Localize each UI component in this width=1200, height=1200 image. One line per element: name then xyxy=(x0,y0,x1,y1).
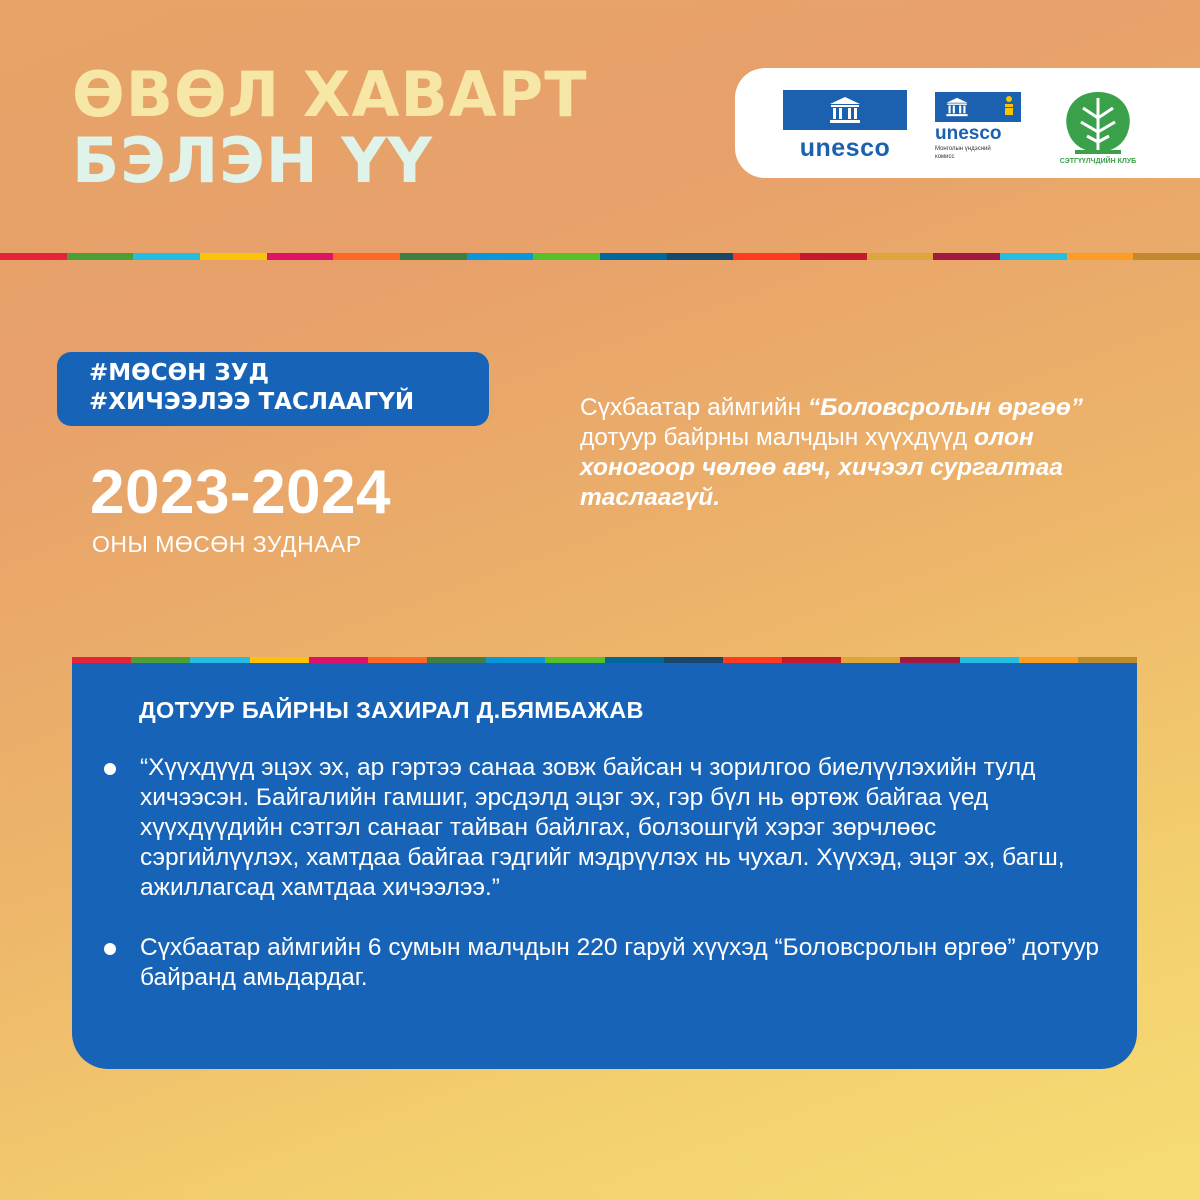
unesco-small-wordmark: unesco xyxy=(935,123,1002,144)
unesco-wordmark: unesco xyxy=(799,134,891,162)
stripe-segment xyxy=(67,253,134,260)
stripe-segment xyxy=(533,253,600,260)
unesco-small-subtitle: Монголын үндэсний комисс xyxy=(935,146,991,160)
stripe-segment xyxy=(800,253,867,260)
intro-paragraph xyxy=(580,393,1140,513)
stripe-segment xyxy=(600,253,667,260)
list-item xyxy=(100,753,1100,903)
stripe-segment xyxy=(1067,253,1134,260)
unesco-mongolia-logo xyxy=(935,92,1027,161)
stripe-segment xyxy=(133,253,200,260)
intro-bold-2: олон хоногоор чөлөө авч, хичээл сургалтаа таслаагүй. xyxy=(580,424,1064,511)
title-line-1: ӨВӨЛ ХАВАРТ xyxy=(72,58,588,131)
title-line-2: БЭЛЭН ҮҮ xyxy=(72,124,434,197)
temple-icon xyxy=(828,96,862,124)
quote-card xyxy=(72,663,1137,1069)
hashtag-1: #МӨСӨН ЗУД xyxy=(89,360,269,386)
bullet-text: “Хүүхдүүд эцэх эх, ар гэртээ санаа зовж байсан ч зорилгоо биелүүлэхийн тулд хичээсэн. Байгалийн гамшиг, эрсдэлд эцэг эх, гэр бүл нь өртөж байгаа үед хүүхдүүдийн сэтгэл санааг тайван байлгах, болзошгүй хэрэг зөрчлөөс сэргийлүүлэх, хамтдаа байгаа гэдгийг мэдрүүлэх нь чухал. Хүүхэд, эцэг эх, багш, ажиллагсад хамтдаа хичээлээ.” xyxy=(140,754,1065,901)
unesco-logo xyxy=(783,90,907,163)
hashtag-badge xyxy=(57,352,489,426)
year-range: 2023-2024 xyxy=(90,458,391,527)
bullet-dot-icon xyxy=(104,763,116,775)
journalists-club-logo xyxy=(1045,84,1151,170)
stripe-segment xyxy=(1000,253,1067,260)
bullet-dot-icon xyxy=(104,943,116,955)
soyombo-icon xyxy=(1003,95,1015,119)
stripe-segment xyxy=(0,253,67,260)
intro-text-1: Сүхбаатар аймгийн xyxy=(580,394,808,421)
card-title: ДОТУУР БАЙРНЫ ЗАХИРАЛ Д.БЯМБАЖАВ xyxy=(139,697,644,723)
temple-icon xyxy=(945,97,969,117)
stripe-segment xyxy=(400,253,467,260)
stripe-segment xyxy=(667,253,734,260)
stripe-segment xyxy=(933,253,1000,260)
stripe-segment xyxy=(733,253,800,260)
bullet-list xyxy=(100,753,1100,1023)
sdg-color-stripe xyxy=(0,253,1200,260)
intro-text-2: дотуур байрны малчдын хүүхдүүд xyxy=(580,424,975,451)
bullet-text: Сүхбаатар аймгийн 6 сумын малчдын 220 гаруй хүүхэд “Боловсролын өргөө” дотуур байранд амьдардаг. xyxy=(140,934,1100,991)
stripe-segment xyxy=(267,253,334,260)
hashtag-2: #ХИЧЭЭЛЭЭ ТАСЛААГҮЙ xyxy=(89,389,415,415)
list-item xyxy=(100,933,1100,993)
stripe-segment xyxy=(867,253,934,260)
stripe-segment xyxy=(200,253,267,260)
year-range-caption: ОНЫ МӨСӨН ЗУДНААР xyxy=(92,531,362,557)
stripe-segment xyxy=(333,253,400,260)
intro-bold-1: “Боловсролын өргөө” xyxy=(807,394,1084,421)
club-name: СЭТГҮҮЛЧДИЙН КЛУБ xyxy=(1059,158,1137,165)
page-title xyxy=(72,58,588,197)
stripe-segment xyxy=(1133,253,1200,260)
stripe-segment xyxy=(467,253,534,260)
